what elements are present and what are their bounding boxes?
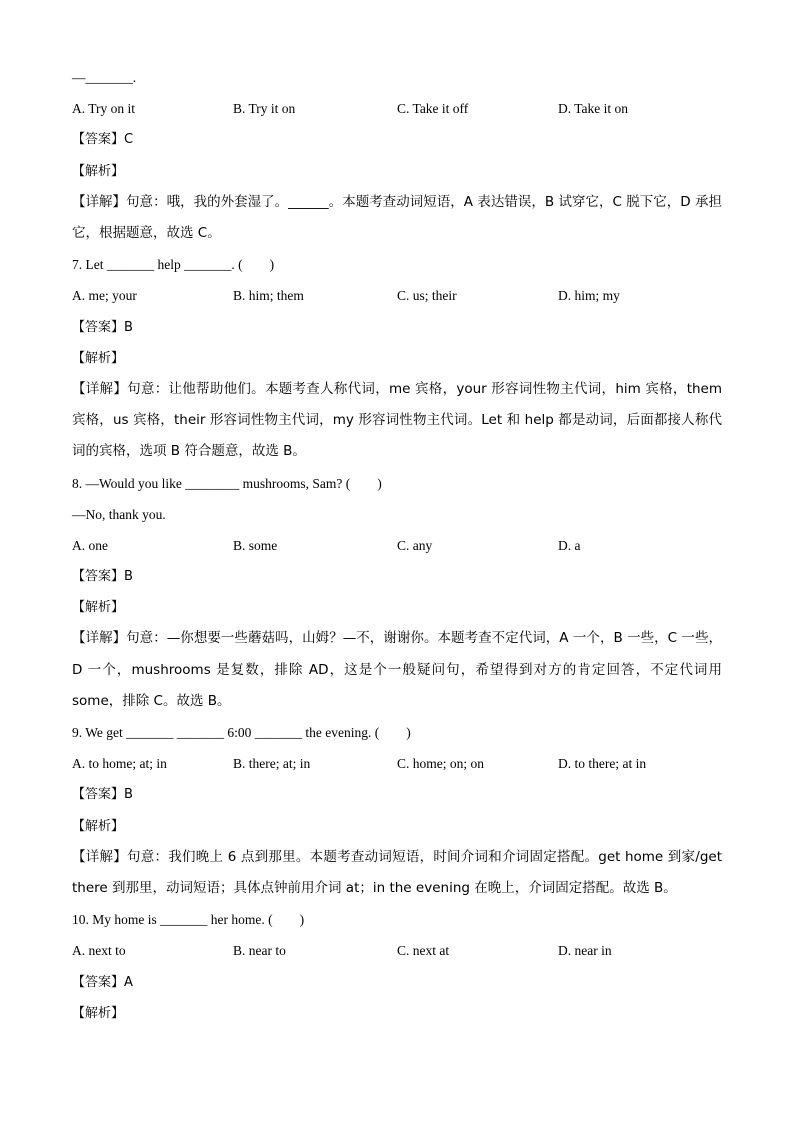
- q10-option-b: B. near to: [233, 943, 286, 959]
- q8-options: [72, 530, 722, 561]
- q7-detail: 【详解】句意：让他帮助他们。本题考查人称代词，me 宾格，your 形容词性物主代词，him 宾格，them 宾格，us 宾格，their 形容词性物主代词，my 形容词性物主代词。Let 和 help 都是动词，后面都接人称代词的宾格，选项 B 符合题意，故选 B。: [72, 380, 722, 460]
- q7-option-a: A. me; your: [72, 288, 137, 304]
- q10-option-a: A. next to: [72, 943, 126, 959]
- q6-option-b: B. Try it on: [233, 101, 296, 117]
- q6-option-d: D. Take it on: [558, 101, 629, 117]
- q8-option-d: D. a: [558, 537, 581, 553]
- q8-answer: 【答案】B: [72, 569, 133, 585]
- q7-question: 7. Let _______ help _______. ( ): [72, 257, 275, 273]
- q8-reply: —No, thank you.: [72, 506, 166, 522]
- q8-analysis-heading: 【解析】: [72, 600, 125, 616]
- q6-analysis-heading: 【解析】: [72, 163, 125, 179]
- q8-question: 8. —Would you like ________ mushrooms, Sam? ( ): [72, 475, 382, 491]
- q8-option-a: A. one: [72, 537, 108, 553]
- q8-detail: 【详解】句意：—你想要一些蘑菇吗，山姆？—不，谢谢你。本题考查不定代词，A 一个，B 一些，C 一些，D 一个，mushrooms 是复数，排除 AD，这是个一般疑问句，希望得到对方的肯定回答，不定代词用 some，排除 C。故选 B。: [72, 630, 722, 709]
- q10-answer: 【答案】A: [72, 974, 133, 990]
- q9-option-d: D. to there; at in: [558, 756, 647, 772]
- q6-detail: 【详解】句意：哦，我的外套湿了。______。本题考查动词短语，A 表达错误，B 试穿它，C 脱下它，D 承担它，根据题意，故选 C。: [72, 193, 722, 241]
- exam-page: [72, 62, 722, 1029]
- q6-option-a: A. Try on it: [72, 101, 136, 117]
- q10-question: 10. My home is _______ her home. ( ): [72, 912, 305, 928]
- q6-options: [72, 93, 722, 124]
- q7-option-c: C. us; their: [397, 288, 457, 304]
- q9-detail: 【详解】句意：我们晚上 6 点到那里。本题考查动词短语，时间介词和介词固定搭配。get home 到家/get there 到那里，动词短语；具体点钟前用介词 at；in the evening 在晚上，介词固定搭配。故选 B。: [72, 848, 722, 897]
- q10-option-c: C. next at: [397, 943, 450, 959]
- q9-analysis-heading: 【解析】: [72, 818, 125, 834]
- q9-options: [72, 748, 722, 779]
- q7-option-b: B. him; them: [233, 288, 304, 304]
- q10-option-d: D. near in: [558, 943, 612, 959]
- q8-option-c: C. any: [397, 537, 433, 553]
- q9-answer: 【答案】B: [72, 787, 133, 803]
- q10-options: [72, 935, 722, 966]
- q7-answer: 【答案】B: [72, 319, 133, 335]
- q6-answer: 【答案】C: [72, 132, 134, 148]
- q10-analysis-heading: 【解析】: [72, 1005, 125, 1021]
- q7-analysis-heading: 【解析】: [72, 350, 125, 366]
- q9-question: 9. We get _______ _______ 6:00 _______ the evening. ( ): [72, 725, 411, 741]
- q8-option-b: B. some: [233, 537, 278, 553]
- q9-option-b: B. there; at; in: [233, 756, 311, 772]
- q6-answer-blank: —_______.: [72, 70, 137, 85]
- q7-options: [72, 280, 722, 311]
- q9-option-c: C. home; on; on: [397, 756, 484, 772]
- q6-option-c: C. Take it off: [397, 101, 469, 117]
- q9-option-a: A. to home; at; in: [72, 756, 167, 772]
- q7-option-d: D. him; my: [558, 288, 620, 304]
